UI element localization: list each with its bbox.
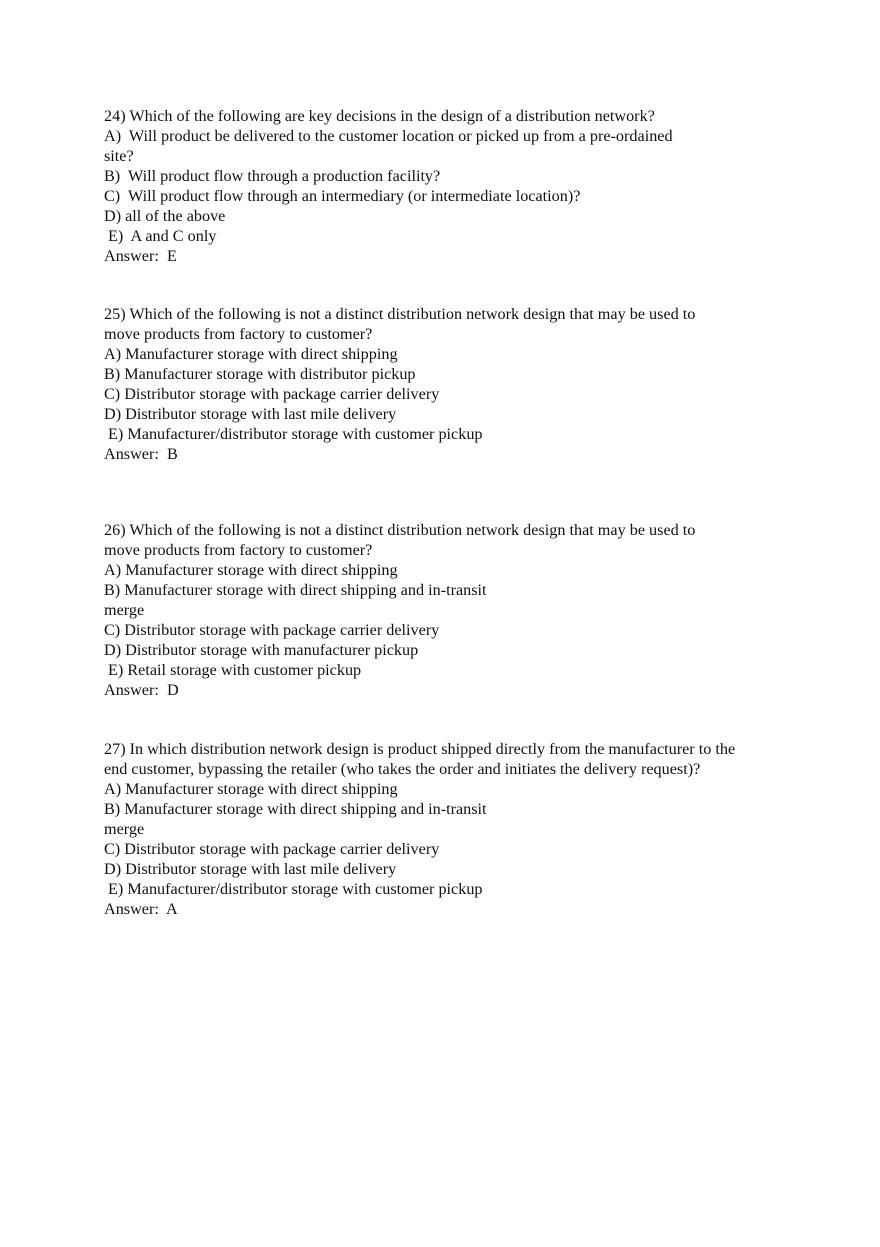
option-b: B) Will product flow through a production facility? [104,167,441,185]
question-26 [104,520,804,700]
question-text-continued: move products from factory to customer? [104,541,373,559]
option-c: C) Distributor storage with package carrier delivery [104,385,440,403]
question-text: 25) Which of the following is not a distinct distribution network design that may be used to [104,305,696,323]
option-b-continued: merge [104,820,145,838]
option-c: C) Will product flow through an intermediary (or intermediate location)? [104,187,581,205]
option-a: A) Manufacturer storage with direct shipping [104,345,398,363]
question-text: 27) In which distribution network design is product shipped directly from the manufacturer to the [104,740,736,758]
question-text: 24) Which of the following are key decisions in the design of a distribution network? [104,107,655,125]
option-e: E) Retail storage with customer pickup [104,661,362,679]
answer: Answer: E [104,247,177,265]
question-27 [104,739,804,919]
option-e: E) Manufacturer/distributor storage with customer pickup [104,425,483,443]
option-a: A) Manufacturer storage with direct shipping [104,561,398,579]
option-d: D) Distributor storage with manufacturer pickup [104,641,419,659]
option-a: A) Manufacturer storage with direct shipping [104,780,398,798]
option-e: E) Manufacturer/distributor storage with customer pickup [104,880,483,898]
option-b: B) Manufacturer storage with direct shipping and in-transit [104,581,487,599]
option-a: A) Will product be delivered to the customer location or picked up from a pre-ordained [104,127,673,145]
question-24 [104,106,804,266]
option-e: E) A and C only [104,227,217,245]
answer: Answer: A [104,900,178,918]
option-d: D) Distributor storage with last mile delivery [104,860,397,878]
question-text: 26) Which of the following is not a distinct distribution network design that may be used to [104,521,696,539]
question-text-continued: move products from factory to customer? [104,325,373,343]
option-b: B) Manufacturer storage with distributor pickup [104,365,416,383]
option-c: C) Distributor storage with package carrier delivery [104,621,440,639]
option-a-continued: site? [104,147,134,165]
answer: Answer: B [104,445,178,463]
option-d: D) Distributor storage with last mile delivery [104,405,397,423]
question-25 [104,304,804,464]
answer: Answer: D [104,681,179,699]
option-c: C) Distributor storage with package carrier delivery [104,840,440,858]
option-b: B) Manufacturer storage with direct shipping and in-transit [104,800,487,818]
option-b-continued: merge [104,601,145,619]
option-d: D) all of the above [104,207,226,225]
question-text-continued: end customer, bypassing the retailer (who takes the order and initiates the delivery request)? [104,760,701,778]
